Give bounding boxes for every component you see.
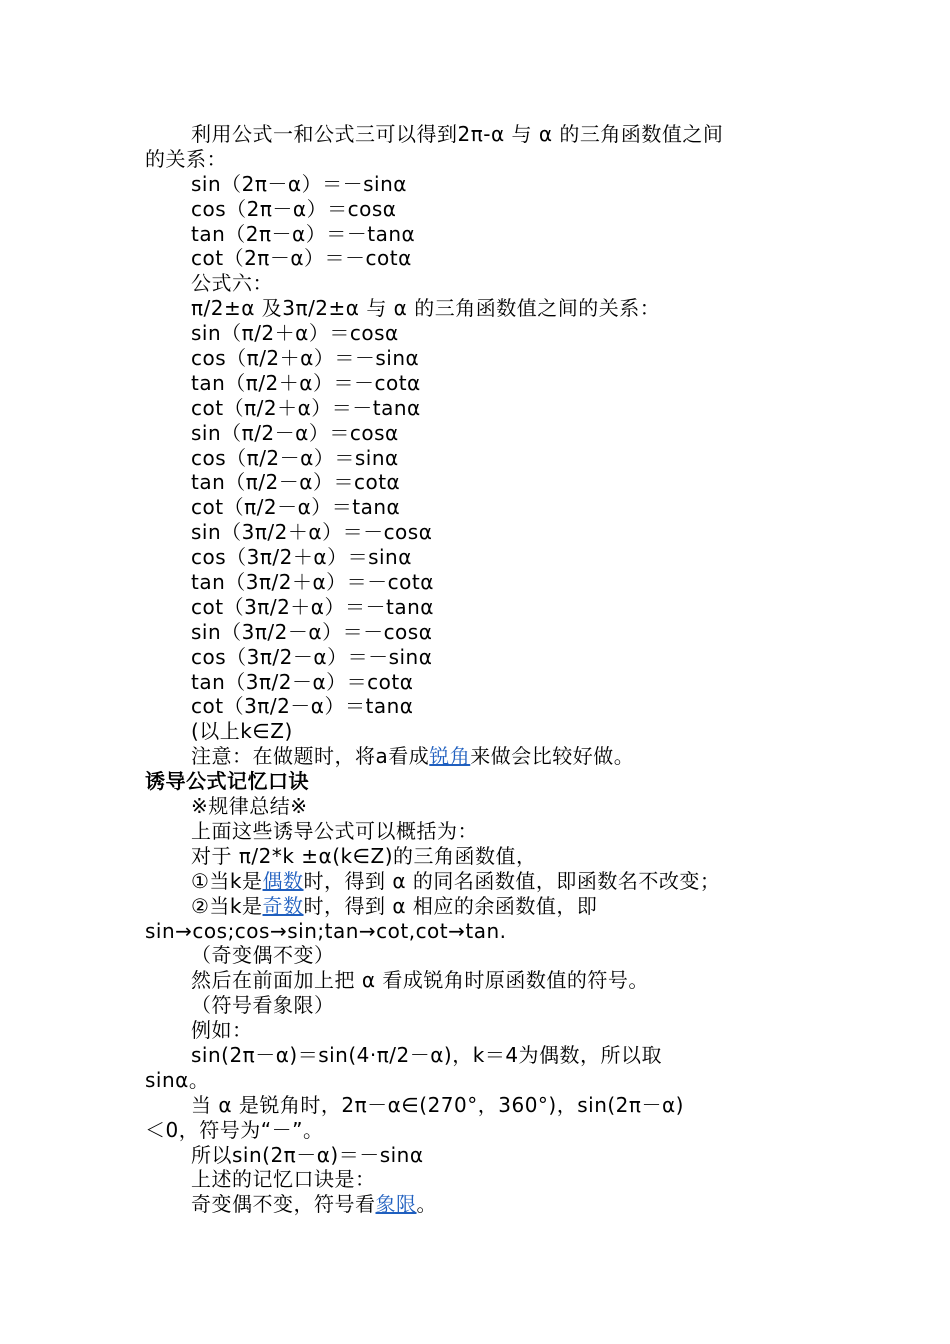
intro-line-2: 的关系： <box>145 146 227 171</box>
formula-line: cot（3π/2＋α）＝－tanα <box>191 594 434 619</box>
acute-angle-link[interactable]: 锐角 <box>429 744 471 769</box>
kz-note: (以上k∈Z) <box>191 719 293 744</box>
acute-line-2: ＜0，符号为“－”。 <box>145 1117 324 1142</box>
quadrant-link[interactable]: 象限 <box>375 1192 417 1217</box>
formula-line: cot（π/2－α）＝tanα <box>191 495 401 520</box>
note-text: 来做会比较好做。 <box>470 744 635 769</box>
rhyme-line <box>145 1192 825 1217</box>
formula-line: cos（π/2＋α）＝－sinα <box>191 346 420 371</box>
formula-line: tan（π/2＋α）＝－cotα <box>191 370 421 395</box>
formula-line: cos（π/2－α）＝sinα <box>191 445 399 470</box>
formula-line: sin（3π/2－α）＝－cosα <box>191 619 433 644</box>
formula6-title: 公式六： <box>191 271 273 296</box>
formula-line: cos（3π/2＋α）＝sinα <box>191 545 412 570</box>
formula-line: sin（2π－α）＝－sinα <box>191 171 407 196</box>
summary-intro: 上面这些诱导公式可以概括为： <box>191 818 478 843</box>
odd-number-link[interactable]: 奇数 <box>262 893 304 918</box>
rhyme-text: 。 <box>416 1192 437 1217</box>
sign-rule: 然后在前面加上把 α 看成锐角时原函数值的符号。 <box>191 968 649 993</box>
rule-text: 时，得到 α 相应的余函数值，即 <box>303 893 598 918</box>
formula-line: tan（2π－α）＝－tanα <box>191 221 416 246</box>
formula-line: cot（π/2＋α）＝－tanα <box>191 395 421 420</box>
even-number-link[interactable]: 偶数 <box>262 868 304 893</box>
formula-line: sin（π/2＋α）＝cosα <box>191 321 399 346</box>
formula-line: sin（π/2－α）＝cosα <box>191 420 399 445</box>
formula-line: cos（3π/2－α）＝－sinα <box>191 644 433 669</box>
summary-label: ※规律总结※ <box>191 794 308 819</box>
formula-line: tan（3π/2＋α）＝－cotα <box>191 570 434 595</box>
rule-for: 对于 π/2*k ±α(k∈Z)的三角函数值， <box>191 843 537 868</box>
document-page <box>145 122 825 1217</box>
section-heading: 诱导公式记忆口诀 <box>145 769 309 794</box>
rule-text: ②当k是 <box>191 893 263 918</box>
odd-even-rule: （奇变偶不变） <box>191 943 335 968</box>
rhyme-text: 奇变偶不变，符号看 <box>191 1192 376 1217</box>
rule-case-even <box>145 869 825 894</box>
formula-line: cos（2π－α）＝cosα <box>191 196 397 221</box>
note-text: 注意：在做题时，将a看成 <box>191 744 430 769</box>
example-line-1: sin(2π－α)＝sin(4·π/2－α)，k＝4为偶数，所以取 <box>191 1042 663 1067</box>
formula-line: cot（2π－α）＝－cotα <box>191 246 412 271</box>
rule-text: ①当k是 <box>191 868 263 893</box>
acute-angle-note <box>145 744 825 769</box>
rhyme-label: 上述的记忆口诀是： <box>191 1167 376 1192</box>
example-label: 例如： <box>191 1018 253 1043</box>
formula6-desc: π/2±α 及3π/2±α 与 α 的三角函数值之间的关系： <box>191 296 661 321</box>
formula-line: tan（π/2－α）＝cotα <box>191 470 401 495</box>
function-swap: sin→cos;cos→sin;tan→cot,cot→tan. <box>145 918 507 943</box>
rule-text: 时，得到 α 的同名函数值，即函数名不改变； <box>303 868 721 893</box>
rule-case-odd <box>145 894 825 919</box>
conclusion: 所以sin(2π－α)＝－sinα <box>191 1142 424 1167</box>
intro-line-1: 利用公式一和公式三可以得到2π-α 与 α 的三角函数值之间 <box>191 122 724 146</box>
formula-line: cot（3π/2－α）＝tanα <box>191 694 414 719</box>
acute-line-1: 当 α 是锐角时，2π－α∈(270°，360°)，sin(2π－α) <box>191 1092 684 1117</box>
formula-line: tan（3π/2－α）＝cotα <box>191 669 414 694</box>
formula-line: sin（3π/2＋α）＝－cosα <box>191 520 433 545</box>
example-line-2: sinα。 <box>145 1067 210 1092</box>
quadrant-rule: （符号看象限） <box>191 993 335 1018</box>
